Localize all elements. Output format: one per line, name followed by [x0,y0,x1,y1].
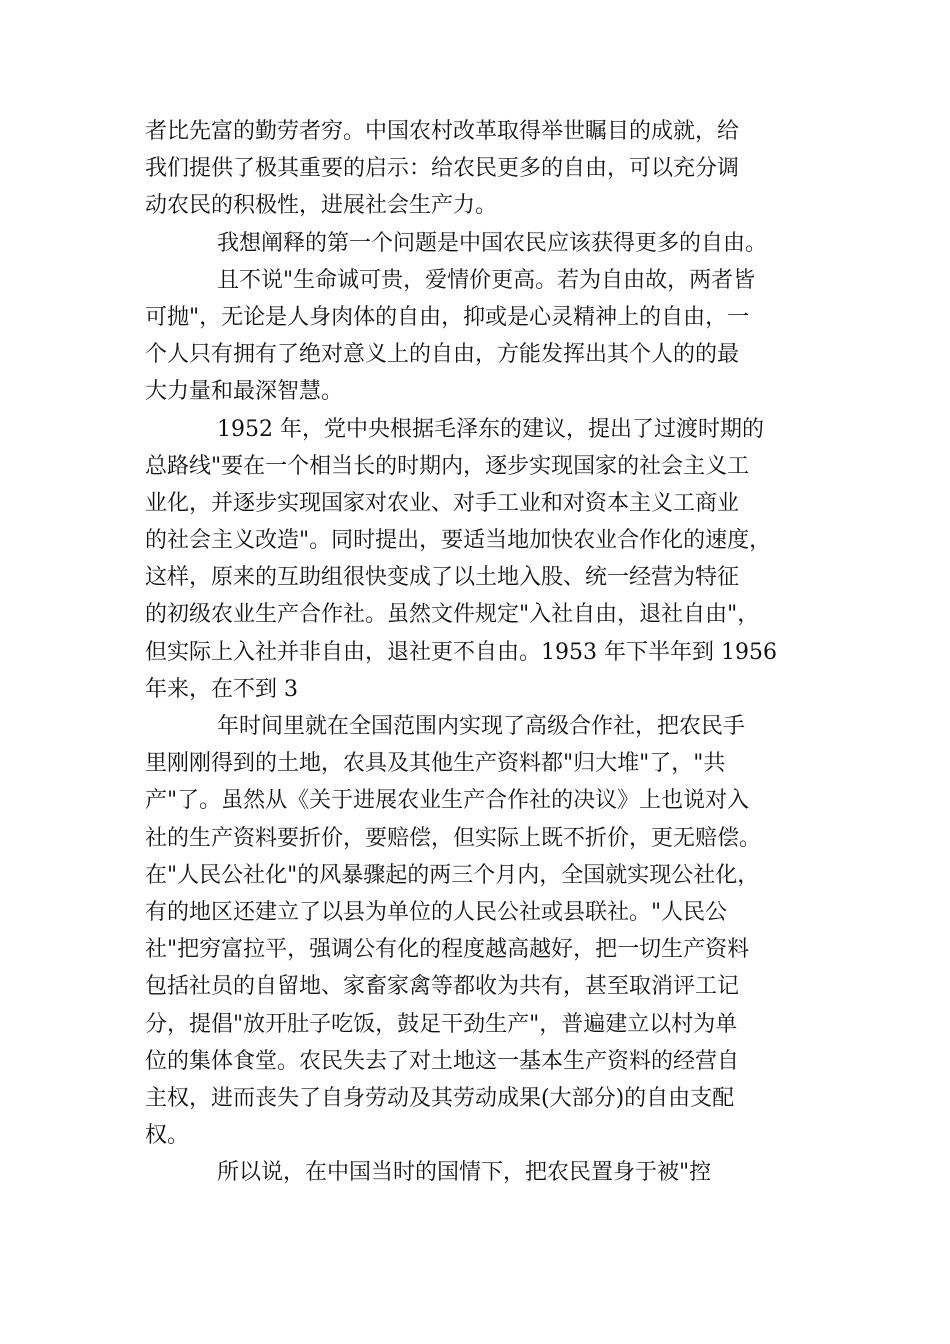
paragraph [145,708,815,1154]
text-line: 位的集体食堂。农民失去了对土地这一基本生产资料的经营自 [145,1048,740,1074]
text-line: 但实际上入社并非自由，退社更不自由。1953 年下半年到 1956 [145,639,777,665]
text-line: 在"人民公社化"的风暴骤起的两三个月内，全国就实现公社化， [145,862,760,888]
text-line: 主权，进而丧失了自身劳动及其劳动成果(大部分)的自由支配 [145,1085,735,1111]
text-line: 年来，在不到 3 [145,676,298,702]
text-line: 且不说"生命诚可贵，爱情价更高。若为自由故，两者皆 [217,267,756,293]
document-body [145,113,815,1191]
text-line: 业化，并逐步实现国家对农业、对手工业和对资本主义工商业 [145,490,740,516]
paragraph [145,113,815,225]
text-line: 年时间里就在全国范围内实现了高级合作社，把农民手 [217,714,746,739]
text-line: 包括社员的自留地、家畜家禽等都收为共有，甚至取消评工记 [145,974,740,1000]
text-line: 我想阐释的第一个问题是中国农民应该获得更多的自由。 [217,230,768,256]
text-line: 里刚刚得到的土地，农具及其他生产资料都"归大堆"了，"共 [145,751,726,777]
text-line: 者比先富的勤劳者穷。中国农村改革取得举世瞩目的成就，给 [145,119,740,144]
text-line: 权。 [145,1123,190,1149]
text-line: 所以说，在中国当时的国情下，把农民置身于被"控 [217,1160,712,1186]
text-line: 大力量和最深智慧。 [145,379,344,405]
text-line: 我们提供了极其重要的启示：给农民更多的自由，可以充分调 [145,156,740,182]
text-line: 社的生产资料要折价，要赔偿，但实际上既不折价，更无赔偿。 [145,825,762,851]
text-line: 社"把穷富拉平，强调公有化的程度越高越好，把一切生产资料 [145,937,750,963]
text-line: 1952 年，党中央根据毛泽东的建议，提出了过渡时期的 [217,416,764,442]
text-line: 的初级农业生产合作社。虽然文件规定"入社自由，退社自由"， [145,602,760,628]
text-line: 的社会主义改造"。同时提出，要适当地加快农业合作化的速度， [145,528,772,554]
paragraph [145,262,815,411]
text-line: 有的地区还建立了以县为单位的人民公社或县联社。"人民公 [145,899,728,925]
paragraph [145,411,815,709]
paragraph [145,1154,815,1191]
text-line: 可抛"，无论是人身肉体的自由，抑或是心灵精神上的自由，一 [145,304,750,330]
text-line: 动农民的积极性，进展社会生产力。 [145,193,498,219]
paragraph [145,225,815,262]
text-line: 总路线"要在一个相当长的时期内，逐步实现国家的社会主义工 [145,453,750,479]
text-line: 产"了。虽然从《关于进展农业生产合作社的决议》上也说对入 [145,788,750,814]
text-line: 这样，原来的互助组很快变成了以土地入股、统一经营为特征 [145,565,740,591]
text-line: 个人只有拥有了绝对意义上的自由，方能发挥出其个人的的最 [145,342,740,368]
text-line: 分，提倡"放开肚子吃饭，鼓足干劲生产"，普遍建立以村为单 [145,1011,738,1037]
